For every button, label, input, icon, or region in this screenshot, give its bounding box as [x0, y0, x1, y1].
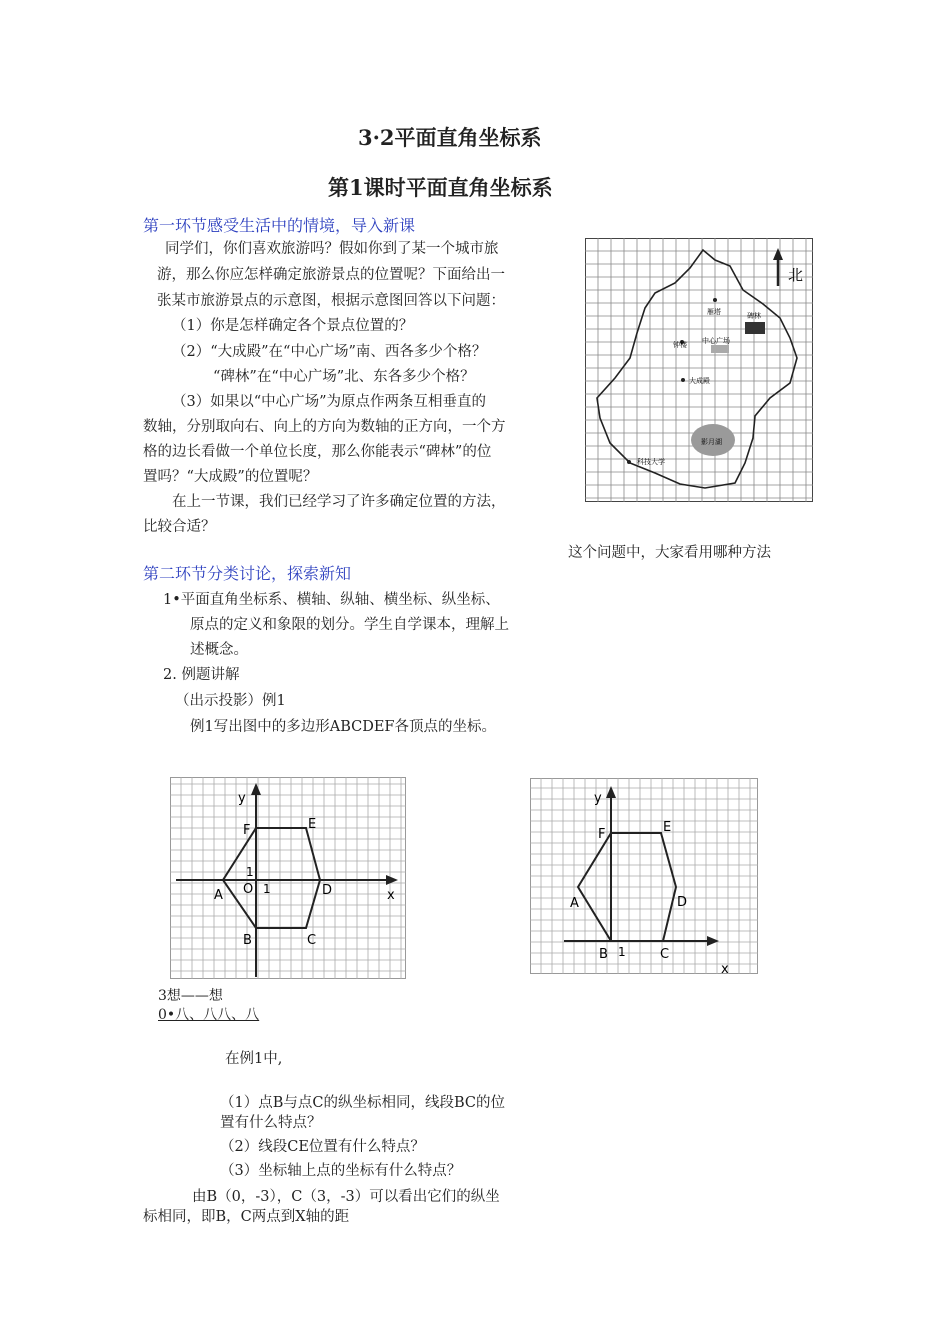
point-E: E: [663, 820, 672, 835]
s1-line: 同学们，你们喜欢旅游吗？假如你到了某一个城市旅: [165, 241, 499, 257]
think-line: 0•八、八八、八: [158, 1007, 260, 1023]
graph-2: [530, 778, 758, 974]
s1-line: （2）“大成殿”在“中心广场”南、西各多少个格？: [172, 344, 487, 360]
point-E: E: [308, 817, 317, 832]
s2-example: 例1写出图中的多边形ABCDEF各顶点的坐标。: [190, 719, 496, 735]
question: （3）坐标轴上点的坐标有什么特点？: [220, 1163, 462, 1179]
lesson-title: 第1课时平面直角坐标系: [328, 175, 553, 200]
s2-item1: 述概念。: [190, 642, 248, 658]
x-label: x: [721, 962, 729, 974]
unit-y-label: 1: [246, 865, 254, 879]
s1-line: 置吗？“大成殿”的位置呢？: [143, 469, 318, 485]
dachengdian-marker: [681, 378, 685, 382]
map-label: 中心广场: [702, 337, 730, 345]
map-label: 碑林: [747, 312, 761, 320]
question: （1）点B与点C的纵坐标相同，线段BC的位: [220, 1095, 505, 1111]
s1-line: 游，那么你应怎样确定旅游景点的位置呢？下面给出一: [157, 267, 505, 283]
s2-item1: 原点的定义和象限的划分。学生自学课本，理解上: [190, 617, 509, 633]
point-D: D: [322, 883, 333, 898]
think-title: 3想——想: [158, 988, 223, 1004]
unit-label: 1: [618, 945, 626, 959]
origin-label: O: [243, 882, 254, 897]
yanta-marker: [713, 298, 717, 302]
question: 在例1中,: [225, 1051, 283, 1067]
map-label: 影月湖: [701, 438, 722, 446]
university-marker: [627, 460, 631, 464]
s1-tail: 这个问题中，大家看用哪种方法: [568, 545, 771, 561]
explanation: 标相同，即B，C两点到X轴的距: [143, 1209, 350, 1225]
section2-heading: 第二环节分类讨论，探索新知: [143, 564, 352, 583]
y-label: y: [594, 791, 602, 806]
question: （2）线段CE位置有什么特点？: [220, 1139, 425, 1155]
tourist-map: [585, 238, 813, 502]
y-label: y: [238, 791, 246, 806]
s1-line: （1）你是怎样确定各个景点位置的？: [172, 318, 414, 334]
s1-line: 比较合适？: [143, 519, 216, 535]
point-C: C: [307, 933, 317, 948]
s1-line: 数轴，分别取向右、向上的方向为数轴的正方向，一个方: [143, 419, 506, 435]
point-F: F: [243, 823, 251, 838]
map-label: 雁塔: [707, 308, 721, 316]
unit-x-label: 1: [263, 882, 271, 896]
s1-line: “碑林”在“中心广场”北、东各多少个格？: [213, 369, 475, 385]
graph-1: [170, 777, 406, 979]
s2-item1: 1•平面直角坐标系、横轴、纵轴、横坐标、纵坐标、: [163, 592, 500, 608]
explanation: 由B（0，-3），C（3，-3）可以看出它们的纵坐: [192, 1189, 500, 1205]
s2-projection: （出示投影）例1: [175, 693, 286, 709]
north-label: 北: [788, 266, 804, 284]
plaza-marker: [711, 345, 729, 353]
point-B: B: [599, 947, 608, 962]
point-F: F: [598, 827, 606, 842]
s2-item2: 2. 例题讲解: [163, 667, 240, 683]
map-label: 大成殿: [689, 377, 710, 385]
section1-heading: 第一环节感受生活中的情境，导入新课: [143, 216, 416, 235]
map-label: 科技大学: [637, 458, 665, 466]
map-label: 钟楼: [673, 341, 687, 349]
x-label: x: [387, 888, 395, 903]
beilin-marker: [745, 322, 765, 334]
point-D: D: [677, 895, 688, 910]
s1-line: （3）如果以“中心广场”为原点作两条互相垂直的: [172, 394, 487, 410]
point-C: C: [660, 947, 670, 962]
point-A: A: [570, 896, 579, 911]
point-A: A: [214, 888, 223, 903]
s1-line: 格的边长看做一个单位长度，那么你能表示“碑林”的位: [143, 444, 492, 460]
point-B: B: [243, 933, 252, 948]
s1-line: 张某市旅游景点的示意图，根据示意图回答以下问题：: [157, 293, 505, 309]
s1-line: 在上一节课，我们已经学习了许多确定位置的方法，: [172, 494, 506, 510]
question: 置有什么特点？: [220, 1115, 322, 1131]
page-title: 3·2平面直角坐标系: [358, 125, 542, 150]
